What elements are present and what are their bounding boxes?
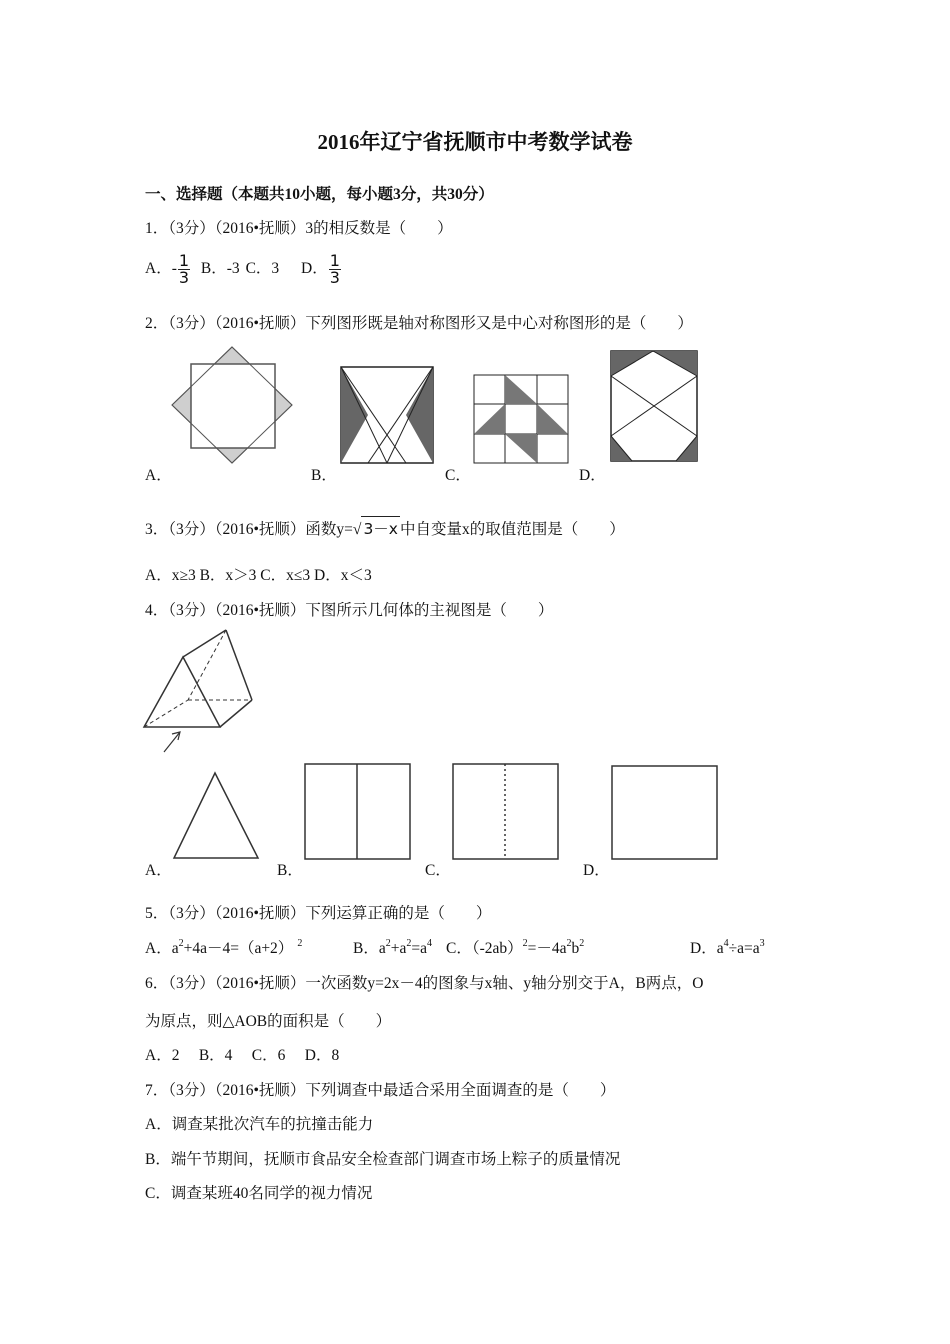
fraction-denominator: 3	[329, 268, 340, 287]
q5-option-b	[353, 936, 432, 958]
q2-label-a: A．	[145, 467, 172, 484]
text: b	[571, 940, 580, 957]
q4-label-b: B．	[277, 862, 303, 879]
q4-prism-figure	[140, 628, 258, 754]
q1-option-a-fraction	[178, 253, 190, 286]
superscript: 2	[297, 938, 303, 949]
q2-figure-a-rotated-squares	[170, 345, 295, 465]
question-3-options: A．x≥3 B．x＞3 C．x≤3 D．x＜3	[145, 567, 372, 584]
text: +a	[390, 940, 407, 957]
q2-figure-c-grid-pinwheel	[473, 374, 569, 464]
question-4-stem: 4．（3分）（2016•抚顺）下图所示几何体的主视图是（ ）	[145, 602, 554, 619]
superscript: 2	[579, 938, 585, 949]
q1-option-b: B．-3	[200, 260, 240, 278]
text: D．a	[690, 940, 724, 957]
text: +4a－4=（a+2）	[183, 940, 294, 957]
q1-option-d-label: D．	[301, 260, 328, 278]
q5-option-c	[446, 936, 584, 958]
question-7-stem: 7．（3分）（2016•抚顺）下列调查中最适合采用全面调查的是（ ）	[145, 1082, 616, 1099]
q7-option-c: C．调查某班40名同学的视力情况	[145, 1185, 373, 1202]
superscript: 3	[759, 938, 765, 949]
superscript: 2	[385, 938, 391, 949]
superscript: 2	[522, 938, 528, 949]
q5-option-d	[690, 936, 765, 958]
q5-option-a	[145, 936, 302, 958]
view-direction-arrow	[164, 732, 180, 752]
page-title: 2016年辽宁省抚顺市中考数学试卷	[317, 130, 633, 154]
question-6-stem-line1: 6．（3分）（2016•抚顺）一次函数y=2x－4的图象与x轴、y轴分别交于A，B两点，O	[145, 975, 704, 992]
q2-figure-d-rectangle-with-corners	[610, 350, 698, 462]
question-6-stem-line2: 为原点，则△AOB的面积是（ ）	[145, 1013, 392, 1030]
q2-label-c: C．	[445, 467, 471, 484]
q4-option-c-rectangle-dashed-line	[452, 763, 560, 861]
fraction-numerator: 1	[178, 251, 190, 270]
q2-figure-b-square-with-triangles	[340, 366, 434, 464]
q4-option-b-rectangle-solid-line	[304, 763, 412, 861]
q3-stem-post: 中自变量x的取值范围是（ ）	[399, 521, 625, 538]
question-1-stem: 1．（3分）（2016•抚顺）3的相反数是（ ）	[145, 220, 453, 237]
text: =－4a	[527, 940, 567, 957]
question-2-stem: 2．（3分）（2016•抚顺）下列图形既是轴对称图形又是中心对称图形的是（ ）	[145, 315, 693, 332]
text: =a	[411, 940, 427, 957]
text: C．（-2ab）	[446, 940, 523, 957]
q2-label-b: B．	[311, 467, 337, 484]
q3-stem-pre: 3．（3分）（2016•抚顺）函数y=	[145, 521, 353, 538]
text: ÷a=a	[728, 940, 760, 957]
question-6-options: A．2 B．4 C．6 D．8	[145, 1047, 340, 1064]
q4-option-a-triangle	[172, 771, 260, 861]
section-heading: 一、选择题（本题共10小题，每小题3分，共30分）	[145, 186, 494, 203]
q1-option-d-fraction	[329, 253, 341, 286]
text: A．a	[145, 940, 179, 957]
superscript: 2	[406, 938, 412, 949]
fraction-denominator: 3	[178, 268, 190, 287]
q7-option-a: A．调查某批次汽车的抗撞击能力	[145, 1116, 374, 1133]
superscript: 2	[566, 938, 572, 949]
q4-label-a: A．	[145, 862, 172, 879]
text: B．a	[353, 940, 386, 957]
superscript: 2	[178, 938, 184, 949]
q7-option-b: B．端午节期间，抚顺市食品安全检查部门调查市场上粽子的质量情况	[145, 1151, 621, 1168]
question-1-options	[145, 253, 342, 286]
question-5-stem: 5．（3分）（2016•抚顺）下列运算正确的是（ ）	[145, 905, 492, 922]
sqrt-symbol: √	[352, 521, 362, 538]
q4-label-c: C．	[425, 862, 451, 879]
q4-label-d: D．	[583, 862, 610, 879]
q2-label-d: D．	[579, 467, 606, 484]
superscript: 4	[426, 938, 432, 949]
fraction-numerator: 1	[329, 251, 340, 270]
superscript: 4	[723, 938, 729, 949]
q4-option-d-rectangle	[611, 765, 719, 861]
question-3-stem	[145, 516, 625, 539]
q1-option-c: C．3	[245, 260, 280, 278]
q3-radicand: 3－x	[361, 516, 400, 539]
q1-option-a-label: A．-	[145, 260, 177, 278]
